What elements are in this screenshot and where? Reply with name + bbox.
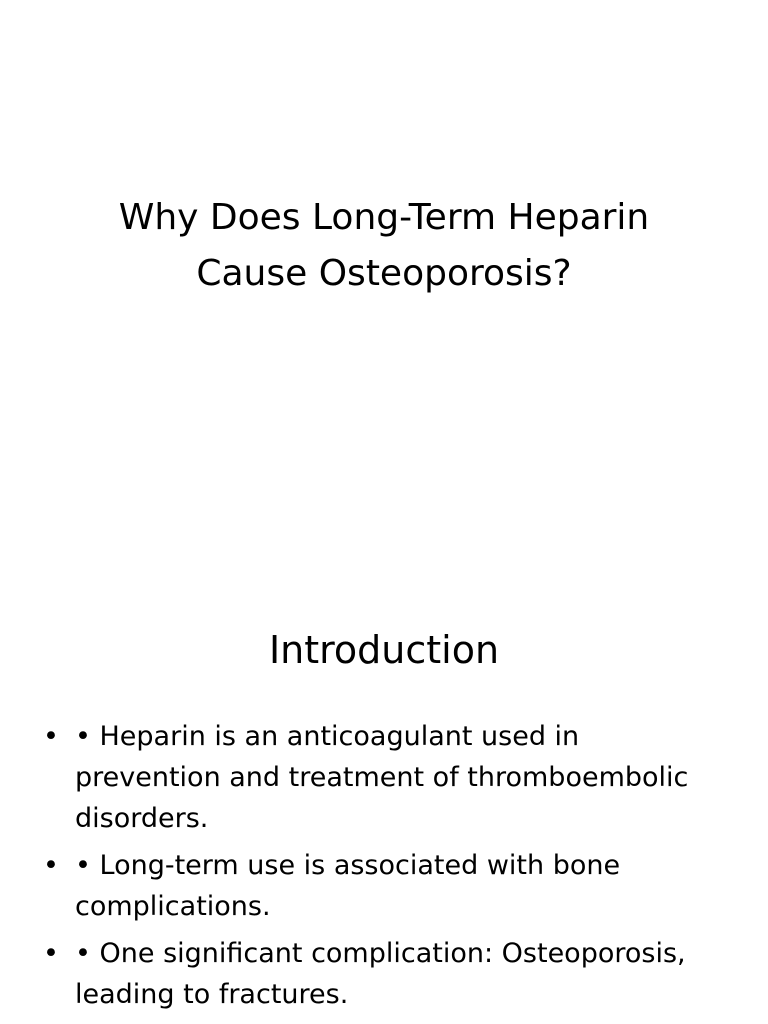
bullet-marker: • — [43, 938, 59, 969]
slide-title — [40, 190, 728, 302]
bullet-text: • Long-term use is associated with bone complications. — [75, 850, 621, 922]
bullet-text: • Heparin is an anticoagulant used in prevention and treatment of thromboembolic disorders. — [75, 721, 689, 834]
list-item — [40, 845, 730, 927]
list-item — [40, 716, 730, 839]
bullet-marker: • — [43, 850, 59, 881]
bullet-list — [40, 716, 730, 1021]
slide-title-line-1: Why Does Long-Term Heparin — [118, 197, 650, 238]
bullet-marker: • — [43, 721, 59, 752]
list-item — [40, 933, 730, 1015]
section-heading: Introduction — [268, 628, 500, 672]
slide-title-line-2: Cause Osteoporosis? — [196, 253, 572, 294]
bullet-text: • One significant complication: Osteoporosis, leading to fractures. — [75, 938, 686, 1010]
